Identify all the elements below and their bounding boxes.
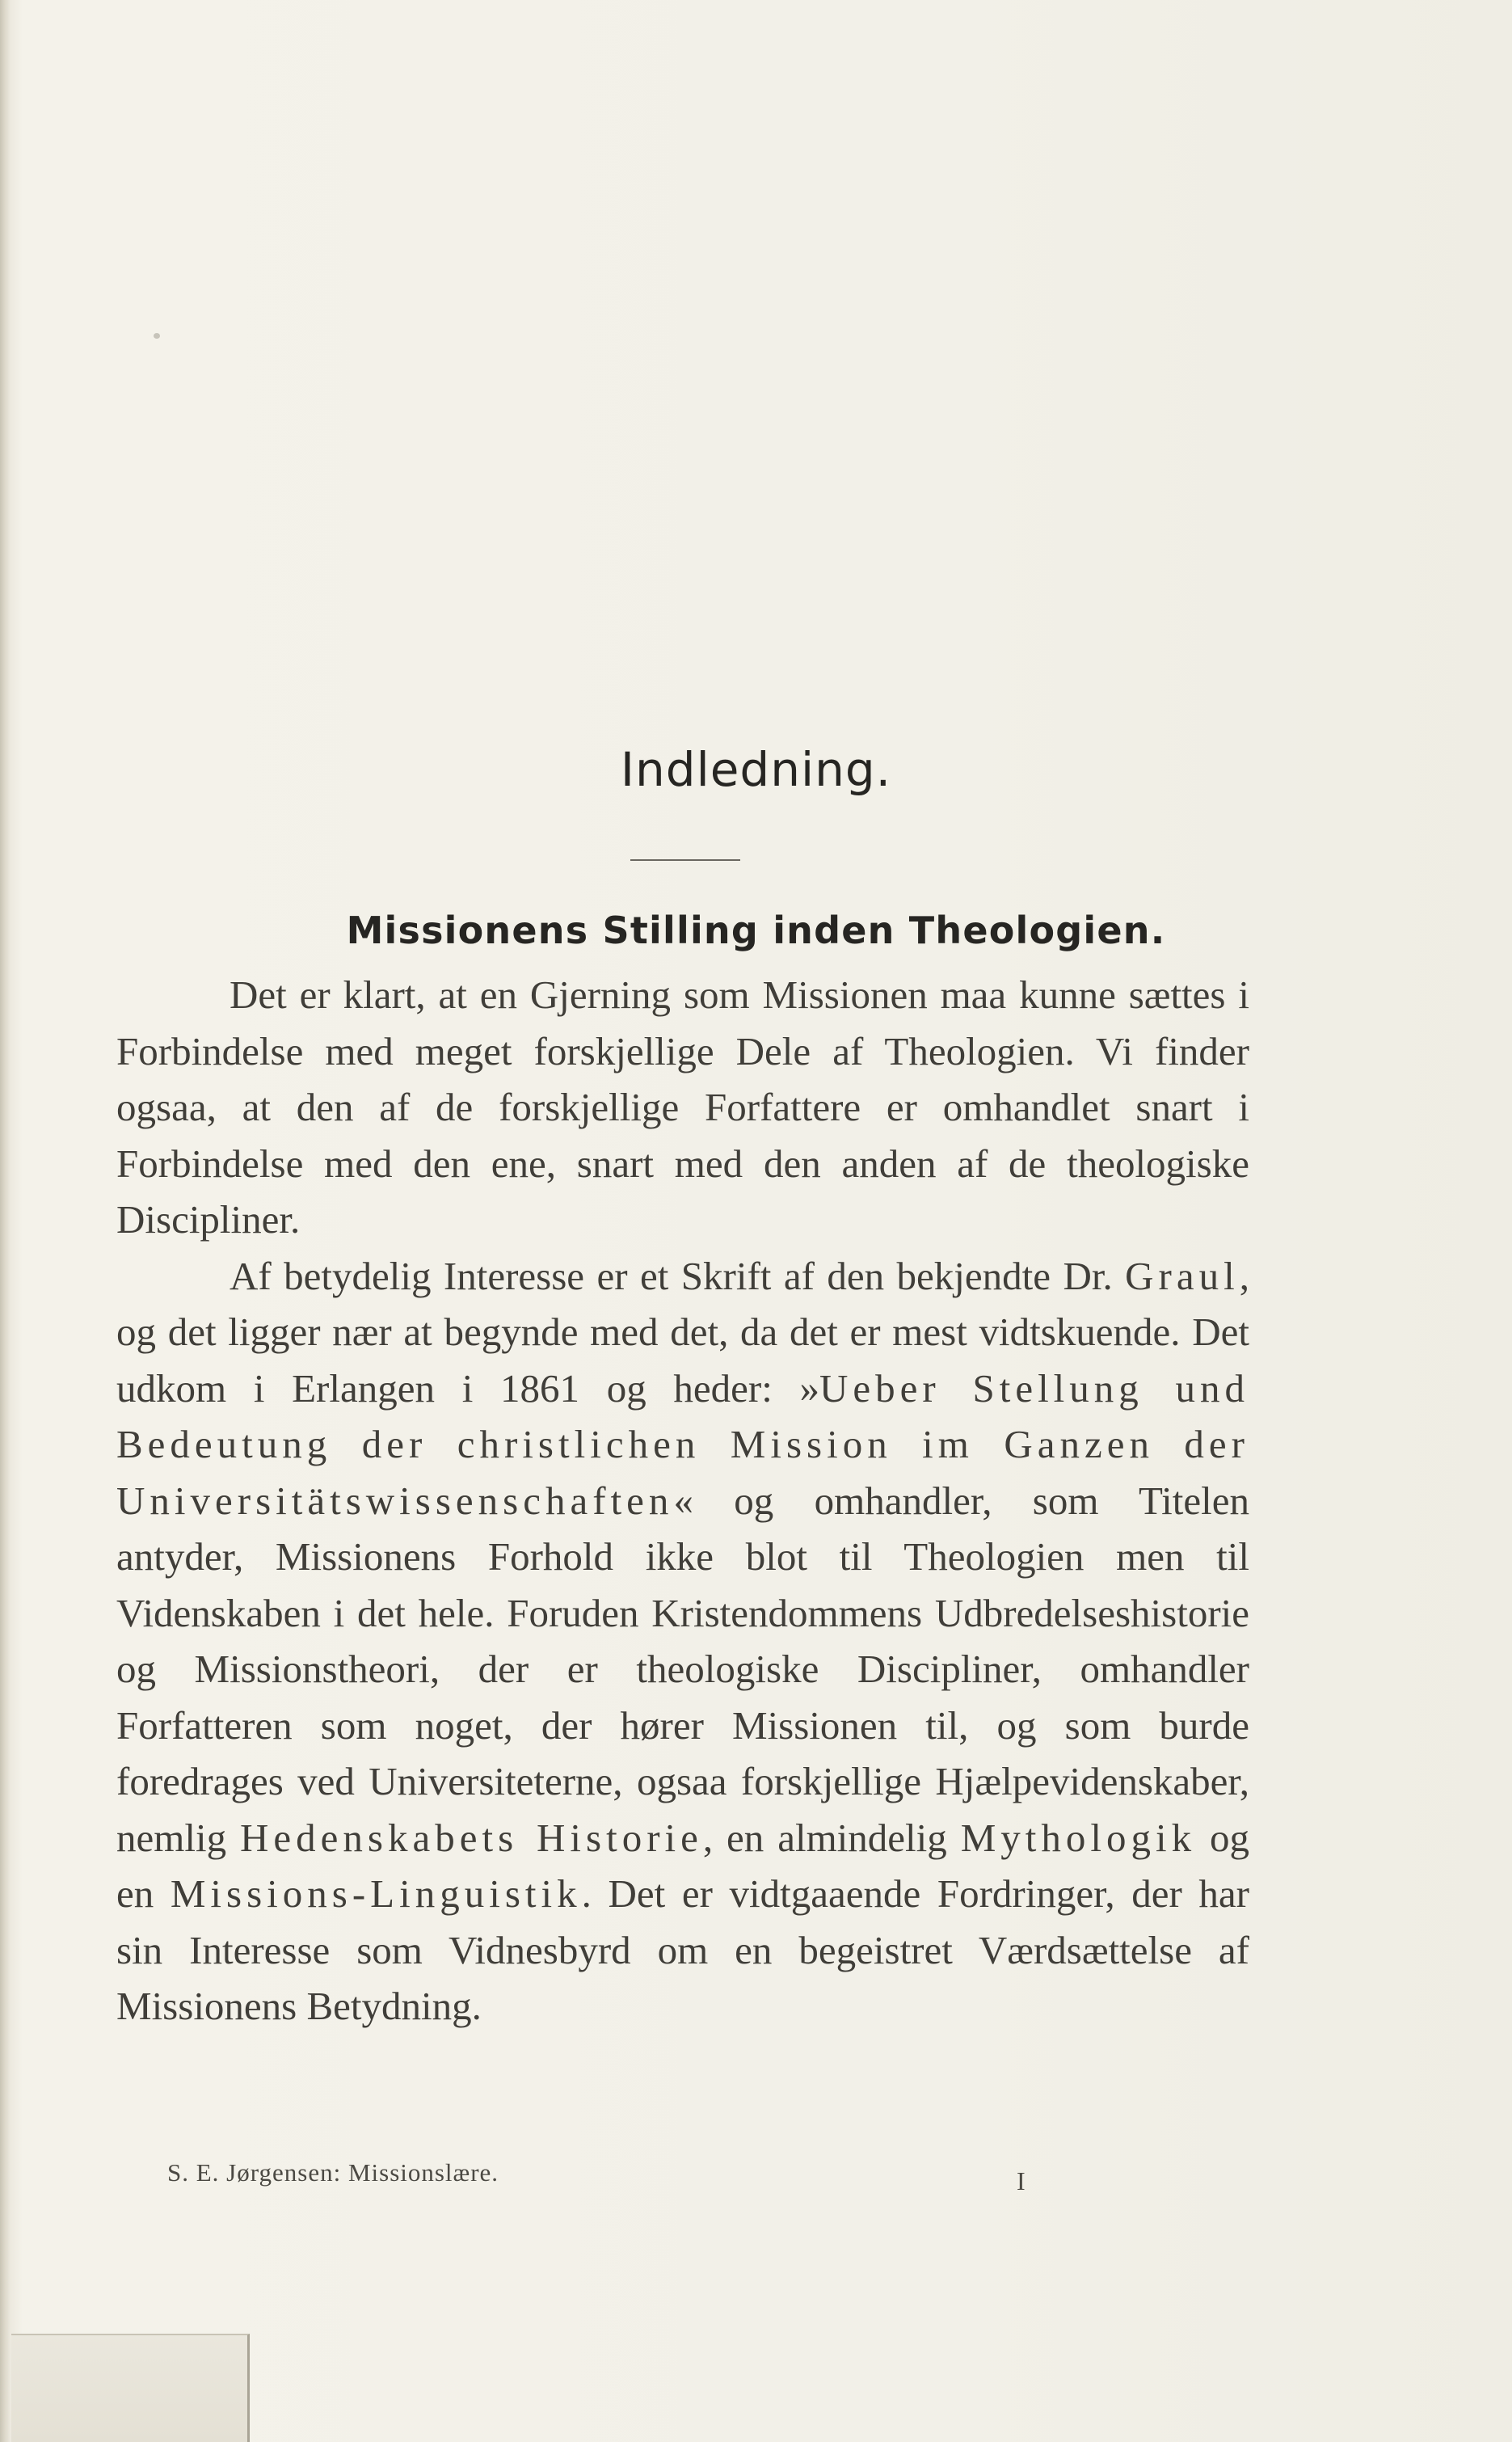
emphasis-term: Mythologik — [960, 1815, 1197, 1860]
page-binding-edge — [0, 0, 11, 2442]
paragraph-1: Det er klart, at en Gjerning som Missionen maa kunne sættes i Forbindelse med meget forskjellige Dele af Theologien. Vi finder ogsaa, at den af de forskjellige Forfattere er omhandlet snart i Forbindelse med den ene, snart med den anden af de theologiske Discipliner. — [116, 972, 1249, 1242]
paragraph-2 — [116, 1248, 1249, 2035]
sheet-number: I — [1017, 2166, 1026, 2195]
paragraph-2-text: . Det er vidtgaaende Fordringer, der har sin Interesse som Vidnesbyrd om en begeistret Værdsættelse af Missionens Betydning. — [116, 1871, 1250, 2028]
emphasis-term: Hedenskabets Historie — [240, 1815, 703, 1860]
book-title: Ueber Stellung und Bedeutung der christlichen Mission im Ganzen der Universitätswissenschaften — [116, 1365, 1249, 1523]
title-divider — [630, 859, 740, 861]
paragraph-2-text: , en almindelig — [702, 1815, 961, 1860]
section-subtitle: Missionens Stilling inden Theologien. — [346, 909, 1166, 952]
emphasis-term: Missions-Linguistik — [170, 1871, 582, 1916]
paragraph-2-text: og en — [116, 1815, 1250, 1916]
paragraph-2-text: , og det ligger nær at begynde med det, da det er mest vidtskuende. Det udkom i Erlangen i 1861 og heder: » — [116, 1253, 1249, 1411]
chapter-title: Indledning. — [620, 742, 892, 797]
author-name: Graul — [1125, 1253, 1240, 1298]
paragraph-2-text: « og omhandler, som Titelen antyder, Missionens Forhold ikke blot til Theologien men til Videnskaben i det hele. Foruden Kristendommens Udbredelseshistorie og Missionstheori, der er theologiske Discipliner, omhandler Forfatteren som noget, der hører Missionen til, og som burde foredrages ved Universiteterne, ogsaa forskjellige Hjælpevidenskaber, nemlig — [116, 1478, 1249, 1860]
scan-corner-shadow — [11, 2334, 250, 2442]
signature-line: S. E. Jørgensen: Missionslære. — [167, 2158, 499, 2187]
paragraph-2-text: Af betydelig Interesse er et Skrift af den bekjendte Dr. — [230, 1253, 1126, 1298]
paper-speck — [154, 333, 160, 339]
body-text — [116, 967, 1249, 2035]
